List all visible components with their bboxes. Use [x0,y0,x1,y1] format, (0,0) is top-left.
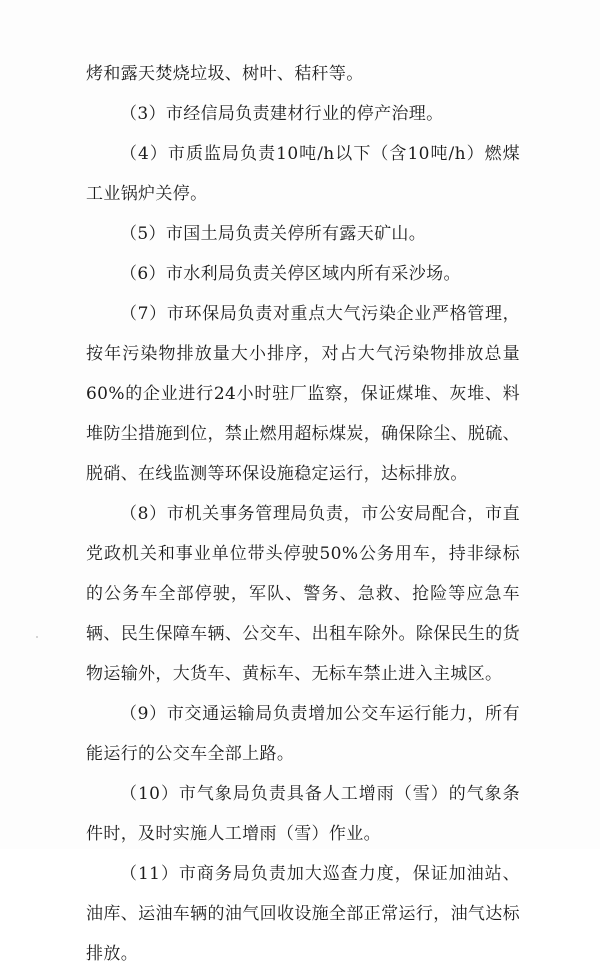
paragraph-item-5: （5）市国土局负责关停所有露天矿山。 [120,224,427,244]
paragraph-item-11: （11）市商务局负责加大巡查力度，保证加油站、油库、运油车辆的油气回收设施全部正常运行，油气达标排放。 [86,864,520,964]
document-body [86,54,520,974]
paragraph-item-4: （4）市质监局负责10吨/h以下（含10吨/h）燃煤工业锅炉关停。 [86,144,520,204]
paragraph-item-6: （6）市水利局负责关停区域内所有采沙场。 [120,264,461,284]
paragraph-item-7: （7）市环保局负责对重点大气污染企业严格管理，按年污染物排放量大小排序，对占大气污染物排放总量60%的企业进行24小时驻厂监察，保证煤堆、灰堆、料堆防尘措施到位，禁止燃用超标煤炭，确保除尘、脱硫、脱硝、在线监测等环保设施稳定运行，达标排放。 [86,304,520,484]
scan-speck [36,636,38,638]
paragraph-item-8: （8）市机关事务管理局负责，市公安局配合，市直党政机关和事业单位带头停驶50%公务用车，持非绿标的公务车全部停驶，军队、警务、急救、抢险等应急车辆、民生保障车辆、公交车、出租车除外。除保民生的货物运输外，大货车、黄标车、无标车禁止进入主城区。 [86,504,520,684]
paragraph-item-9: （9）市交通运输局负责增加公交车运行能力，所有能运行的公交车全部上路。 [86,704,520,764]
paragraph-continuation: 烤和露天焚烧垃圾、树叶、秸秆等。 [86,64,364,84]
paragraph-item-3: （3）市经信局负责建材行业的停产治理。 [120,104,444,124]
paragraph-item-10: （10）市气象局负责具备人工增雨（雪）的气象条件时，及时实施人工增雨（雪）作业。 [86,784,520,844]
